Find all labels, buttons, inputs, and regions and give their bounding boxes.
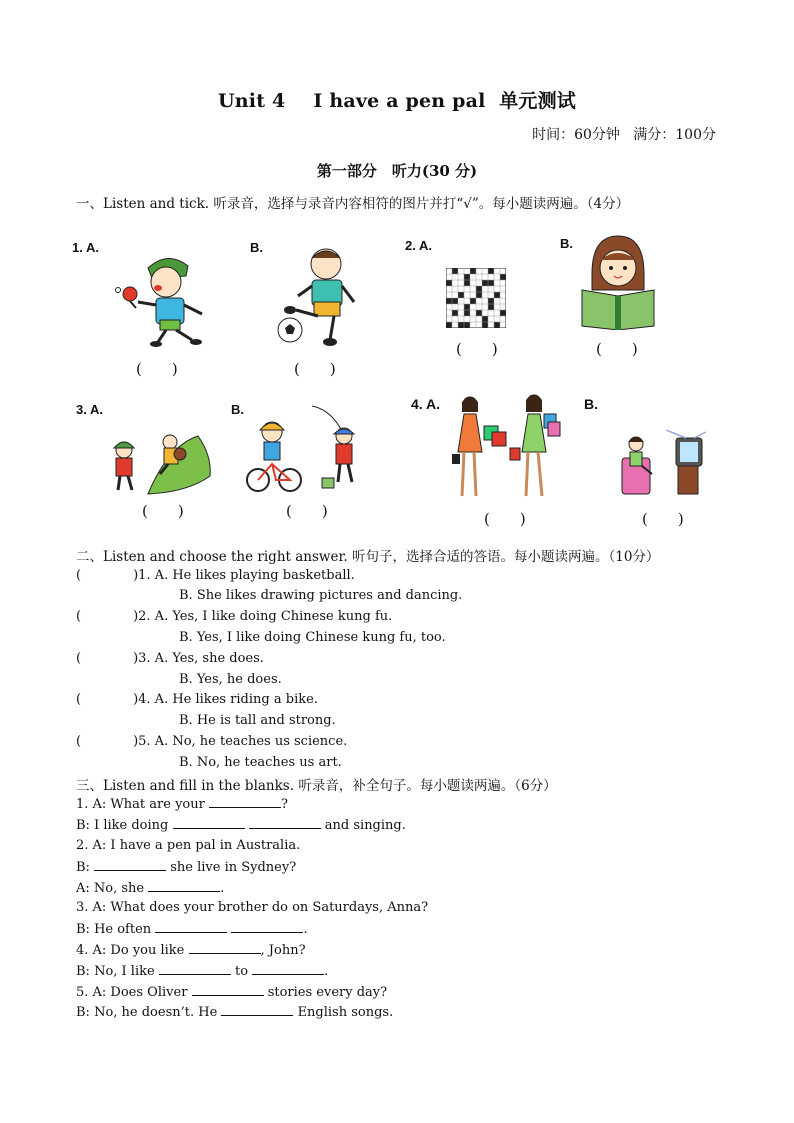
fill-blank[interactable] [189,940,261,954]
q4b-answer-paren[interactable]: ( ) [642,510,684,528]
q1a-label: 1. A. [72,240,99,255]
fill-blank[interactable] [94,857,166,871]
q3a-label: 3. A. [76,402,103,417]
unit-title-cn: 单元测试 [499,90,576,112]
q3b-label: B. [231,402,244,417]
exam-time: 时间：60分钟 [532,127,620,143]
fill-blank[interactable] [173,815,245,829]
unit-title: I have a pen pal [313,90,486,112]
cycling-fishing-kids-image [244,402,364,494]
s3-line-4a: 4. A: Do you like , John? [76,940,306,961]
s3-line-5a: 5. A: Does Oliver stories every day? [76,982,387,1003]
s2-q4-option-b: B. He is tall and strong. [179,713,336,728]
section2-instruction: 二、Listen and choose the right answer. 听句子，选择合适的答语。每小题读两遍。（10分） [76,549,660,565]
s2-q5-stem: ( )5. A. No, he teaches us science. [76,734,348,749]
s3-line-3b: B: He often . [76,919,308,940]
q3a-answer-paren[interactable]: ( ) [142,502,184,520]
q4b-label: B. [584,396,598,412]
fill-blank[interactable] [155,919,227,933]
reading-girl-image [578,234,658,330]
s3-line-2b: B: she live in Sydney? [76,857,296,878]
fill-blank[interactable] [249,815,321,829]
s3-line-4b: B: No, I like to . [76,961,328,982]
fill-blank[interactable] [221,1002,293,1016]
s3-line-3a: 3. A: What does your brother do on Saturdays, Anna? [76,900,429,915]
s3-line-5b: B: No, he doesn’t. He English songs. [76,1002,393,1023]
s2-q3-option-b: B. Yes, he does. [179,672,282,687]
s3-line-1b: B: I like doing and singing. [76,815,406,836]
s2-q2-option-b: B. Yes, I like doing Chinese kung fu, too. [179,630,446,645]
part-one-title: 第一部分 听力(30 分) [316,162,478,180]
fill-blank[interactable] [252,961,324,975]
crossword-image [446,268,506,328]
s2-q1-stem: ( )1. A. He likes playing basketball. [76,568,355,583]
q1b-answer-paren[interactable]: ( ) [294,360,336,378]
q2a-answer-paren[interactable]: ( ) [456,340,498,358]
s3-line-2c: A: No, she . [76,878,224,899]
ping-pong-boy-image [108,250,208,350]
q2b-label: B. [560,236,573,251]
fill-blank[interactable] [159,961,231,975]
football-boy-image [270,244,362,348]
s2-q5-option-b: B. No, he teaches us art. [179,755,342,770]
section1-instruction: 一、Listen and tick. 听录音，选择与录音内容相符的图片并打“√”。每小题读两遍。（4分） [76,196,630,212]
exam-score: 满分：100分 [633,127,716,143]
hiking-kids-image [108,426,214,496]
fill-blank[interactable] [231,919,303,933]
s2-q1-option-b: B. She likes drawing pictures and dancing. [179,588,463,603]
s2-q2-stem: ( )2. A. Yes, I like doing Chinese kung fu. [76,609,393,624]
q2b-answer-paren[interactable]: ( ) [596,340,638,358]
q1b-label: B. [250,240,263,255]
section3-instruction: 三、Listen and fill in the blanks. 听录音，补全句子。每小题读两遍。（6分） [76,778,557,794]
q2a-label: 2. A. [405,238,432,253]
q3b-answer-paren[interactable]: ( ) [286,502,328,520]
page-title [0,86,794,113]
s3-line-2a: 2. A: I have a pen pal in Australia. [76,838,301,853]
fill-blank[interactable] [209,794,281,808]
s2-q3-stem: ( )3. A. Yes, she does. [76,651,264,666]
exam-meta [532,124,716,144]
q1a-answer-paren[interactable]: ( ) [136,360,178,378]
s3-line-1a: 1. A: What are your ? [76,794,288,815]
s2-q4-stem: ( )4. A. He likes riding a bike. [76,692,318,707]
unit-label: Unit 4 [218,90,286,112]
fill-blank[interactable] [192,982,264,996]
shopping-ladies-image [450,392,564,502]
fill-blank[interactable] [148,878,220,892]
watching-tv-girl-image [616,430,712,500]
q4a-answer-paren[interactable]: ( ) [484,510,526,528]
q4a-label: 4. A. [411,396,441,412]
